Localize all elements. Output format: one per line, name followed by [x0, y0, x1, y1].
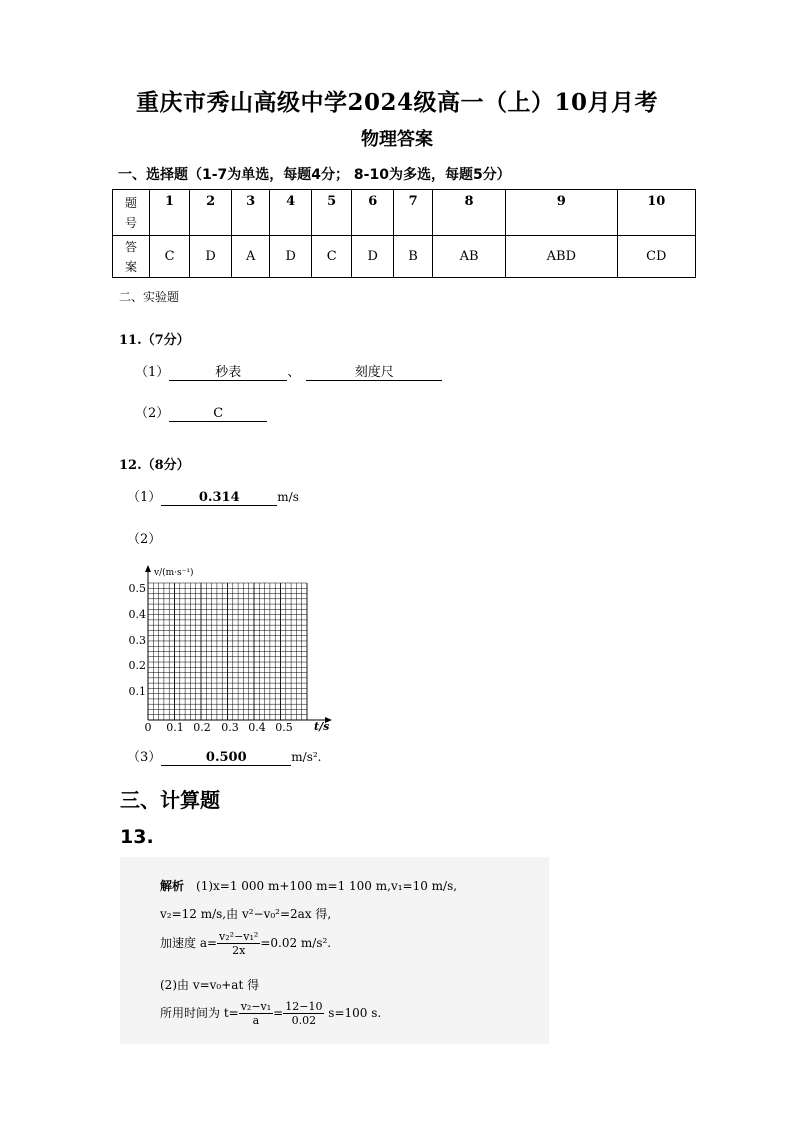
- q12-label: 12.（8分）: [119, 458, 190, 473]
- q12-unit-3: m/s².: [291, 750, 322, 764]
- y-tick-label: 0.3: [128, 634, 146, 647]
- vt-graph: [124, 562, 334, 737]
- y-tick-label: 0.4: [128, 608, 146, 621]
- solution-line-2: v₂=12 m/s,由 v²−v₀²=2ax 得,: [160, 907, 332, 921]
- question-number: 6: [352, 190, 394, 236]
- q11-answer-1: 秒表: [169, 361, 287, 381]
- graph-grid: [148, 583, 307, 720]
- y-tick-label: 0.2: [128, 659, 146, 672]
- q11-part2-label: （2）: [135, 406, 170, 421]
- answer-cell: D: [190, 236, 232, 278]
- row-header-answer: 答 案: [113, 236, 150, 278]
- q11-answer-3: C: [169, 406, 267, 422]
- page-title: 重庆市秀山高级中学2024级高一（上）10月月考: [135, 89, 659, 116]
- table-row-numbers: [113, 190, 696, 236]
- q13-label: 13.: [120, 826, 154, 848]
- answer-cell: ABD: [506, 236, 617, 278]
- q12-part1-label: （1）: [127, 490, 162, 505]
- answer-cell: A: [232, 236, 270, 278]
- q12-part1: [127, 486, 299, 506]
- y-tick-label: 0.1: [128, 685, 146, 698]
- page-subtitle: 物理答案: [361, 129, 433, 150]
- q11-part2: [135, 402, 267, 422]
- answer-cell: C: [312, 236, 352, 278]
- q12-part2-label: （2）: [127, 532, 162, 547]
- question-number: 3: [232, 190, 270, 236]
- answer-cell: D: [352, 236, 394, 278]
- x-tick-label: 0.1: [166, 721, 184, 734]
- question-number: 9: [506, 190, 617, 236]
- q11-part1-label: （1）: [135, 365, 170, 380]
- table-row-answers: [113, 236, 696, 278]
- answer-cell: C: [150, 236, 190, 278]
- q11-separator: 、: [287, 365, 301, 380]
- answer-cell: B: [394, 236, 433, 278]
- fraction: $\frac{12-10}{0.02}$: [285, 1000, 323, 1027]
- question-number: 4: [270, 190, 312, 236]
- x-tick-label: 0.5: [275, 721, 293, 734]
- solution-line-3: 加速度 a= $\frac{\text{v₂²−v₁²}}{2x}$ =0.02 m/s².: [160, 930, 332, 957]
- question-number: 2: [190, 190, 232, 236]
- solution-line-4: (2)由 v=v₀+at 得: [160, 978, 260, 992]
- y-tick-label: 0.5: [128, 582, 146, 595]
- answer-cell: CD: [617, 236, 695, 278]
- question-number: 5: [312, 190, 352, 236]
- solution-line-5: 所用时间为 t= $\frac{\text{v₂−v₁}}{a}$ = $\frac{12-10}{0.02}$ s=100 s.: [160, 1000, 382, 1027]
- section2-heading: 二、实验题: [119, 290, 180, 304]
- q11-answer-2: 刻度尺: [306, 361, 442, 381]
- question-number: 8: [432, 190, 505, 236]
- question-number: 1: [150, 190, 190, 236]
- q12-part3-label: （3）: [127, 750, 162, 765]
- fraction: $\frac{\text{v₂²−v₁²}}{2x}$: [219, 930, 259, 957]
- y-axis-label: v/(m·s⁻¹): [154, 568, 194, 578]
- q11-part1: [135, 361, 442, 381]
- row-header-number: 题 号: [113, 190, 150, 236]
- x-tick-label: 0.3: [221, 721, 239, 734]
- fraction: $\frac{\text{v₂−v₁}}{a}$: [240, 1000, 272, 1027]
- question-number: 7: [394, 190, 433, 236]
- solution-line-1: 解析 (1)x=1 000 m+100 m=1 100 m,v₁=10 m/s,: [160, 879, 458, 893]
- x-tick-label: 0: [144, 721, 152, 734]
- x-tick-label: 0.4: [248, 721, 266, 734]
- section1-heading: 一、选择题（1-7为单选，每题4分； 8-10为多选，每题5分）: [118, 167, 511, 183]
- q12-part3: [127, 746, 322, 766]
- x-tick-label: 0.2: [193, 721, 211, 734]
- answer-cell: D: [270, 236, 312, 278]
- question-number: 10: [617, 190, 695, 236]
- y-axis-arrow: [145, 565, 151, 572]
- q11-label: 11.（7分）: [119, 333, 190, 348]
- q12-answer-1: 0.314: [161, 490, 277, 506]
- q12-unit-1: m/s: [277, 490, 299, 504]
- q12-answer-3: 0.500: [161, 750, 291, 766]
- answer-cell: AB: [432, 236, 505, 278]
- section3-heading: 三、计算题: [120, 788, 220, 812]
- answer-table: [112, 189, 696, 278]
- x-axis-label: t/s: [314, 720, 330, 733]
